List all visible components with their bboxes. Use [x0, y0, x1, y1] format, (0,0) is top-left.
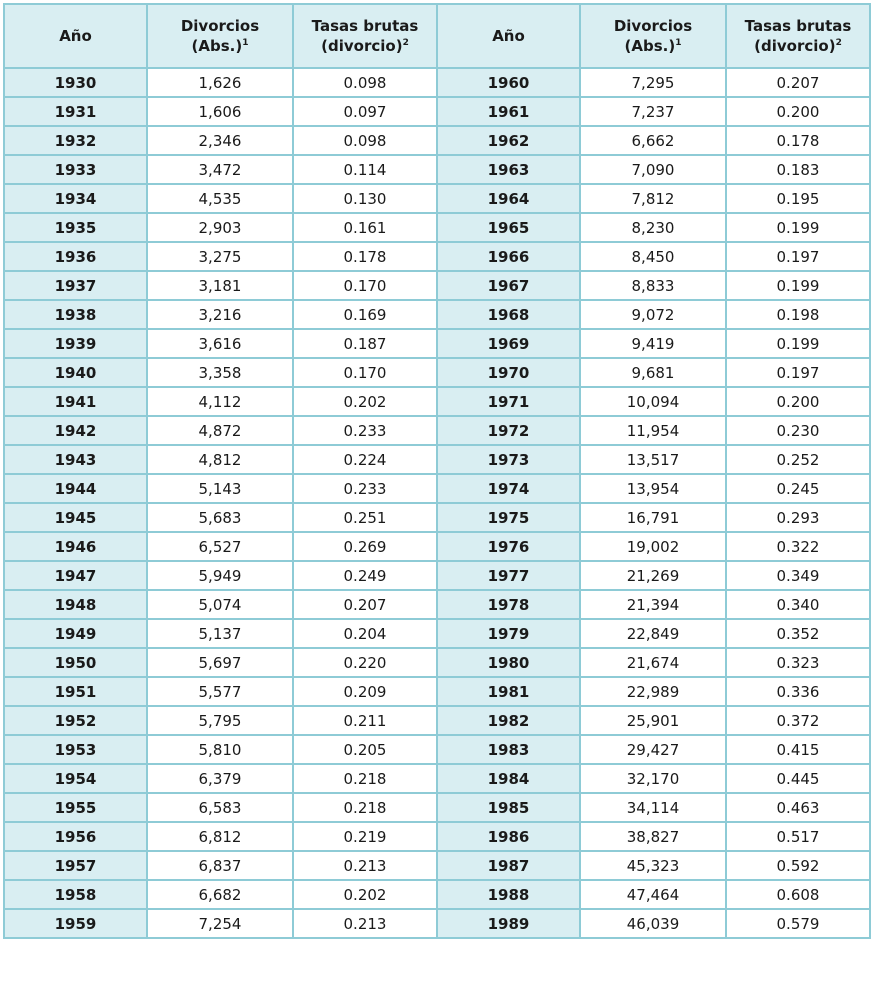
- table-row: [4, 648, 870, 677]
- cell-rate-right: 0.198: [726, 300, 870, 329]
- cell-rate-right: 0.322: [726, 532, 870, 561]
- cell-divorces-right: 9,681: [580, 358, 726, 387]
- cell-divorces-left: 3,181: [147, 271, 293, 300]
- cell-divorces-right: 7,295: [580, 68, 726, 97]
- cell-divorces-right: 7,812: [580, 184, 726, 213]
- cell-divorces-right: 22,849: [580, 619, 726, 648]
- cell-year-left: 1934: [4, 184, 147, 213]
- cell-divorces-left: 3,275: [147, 242, 293, 271]
- cell-divorces-left: 6,379: [147, 764, 293, 793]
- cell-rate-right: 0.592: [726, 851, 870, 880]
- cell-divorces-left: 6,682: [147, 880, 293, 909]
- cell-rate-right: 0.293: [726, 503, 870, 532]
- cell-rate-left: 0.251: [293, 503, 437, 532]
- cell-year-left: 1941: [4, 387, 147, 416]
- table-body: [4, 68, 870, 938]
- table-row: [4, 851, 870, 880]
- cell-year-left: 1930: [4, 68, 147, 97]
- cell-year-left: 1944: [4, 474, 147, 503]
- cell-divorces-left: 5,683: [147, 503, 293, 532]
- cell-year-right: 1974: [437, 474, 580, 503]
- cell-year-right: 1986: [437, 822, 580, 851]
- table-row: [4, 126, 870, 155]
- cell-year-right: 1975: [437, 503, 580, 532]
- cell-year-left: 1943: [4, 445, 147, 474]
- cell-year-right: 1972: [437, 416, 580, 445]
- cell-rate-right: 0.445: [726, 764, 870, 793]
- cell-rate-left: 0.178: [293, 242, 437, 271]
- table-row: [4, 503, 870, 532]
- table-row: [4, 677, 870, 706]
- cell-divorces-right: 9,419: [580, 329, 726, 358]
- cell-divorces-right: 13,517: [580, 445, 726, 474]
- cell-divorces-left: 5,143: [147, 474, 293, 503]
- cell-year-left: 1933: [4, 155, 147, 184]
- cell-rate-left: 0.130: [293, 184, 437, 213]
- cell-year-right: 1962: [437, 126, 580, 155]
- cell-divorces-left: 6,812: [147, 822, 293, 851]
- cell-divorces-left: 4,872: [147, 416, 293, 445]
- table-row: [4, 213, 870, 242]
- cell-rate-right: 0.199: [726, 213, 870, 242]
- table-row: [4, 880, 870, 909]
- cell-rate-right: 0.608: [726, 880, 870, 909]
- cell-rate-left: 0.202: [293, 880, 437, 909]
- cell-rate-left: 0.207: [293, 590, 437, 619]
- cell-rate-right: 0.340: [726, 590, 870, 619]
- cell-rate-right: 0.207: [726, 68, 870, 97]
- cell-rate-right: 0.245: [726, 474, 870, 503]
- cell-divorces-right: 46,039: [580, 909, 726, 938]
- cell-rate-left: 0.098: [293, 68, 437, 97]
- cell-divorces-left: 4,112: [147, 387, 293, 416]
- cell-rate-right: 0.183: [726, 155, 870, 184]
- cell-year-left: 1939: [4, 329, 147, 358]
- cell-year-right: 1960: [437, 68, 580, 97]
- cell-divorces-right: 21,674: [580, 648, 726, 677]
- cell-divorces-left: 3,472: [147, 155, 293, 184]
- cell-rate-left: 0.219: [293, 822, 437, 851]
- table-row: [4, 474, 870, 503]
- cell-rate-left: 0.233: [293, 416, 437, 445]
- cell-year-left: 1935: [4, 213, 147, 242]
- table-row: [4, 706, 870, 735]
- cell-divorces-left: 2,903: [147, 213, 293, 242]
- cell-divorces-left: 7,254: [147, 909, 293, 938]
- cell-year-right: 1981: [437, 677, 580, 706]
- cell-year-left: 1956: [4, 822, 147, 851]
- cell-rate-left: 0.249: [293, 561, 437, 590]
- table-row: [4, 358, 870, 387]
- cell-divorces-right: 29,427: [580, 735, 726, 764]
- table-row: [4, 416, 870, 445]
- cell-rate-right: 0.372: [726, 706, 870, 735]
- cell-year-left: 1948: [4, 590, 147, 619]
- cell-rate-left: 0.211: [293, 706, 437, 735]
- cell-rate-right: 0.349: [726, 561, 870, 590]
- cell-year-right: 1989: [437, 909, 580, 938]
- cell-rate-left: 0.204: [293, 619, 437, 648]
- cell-rate-right: 0.579: [726, 909, 870, 938]
- cell-year-left: 1945: [4, 503, 147, 532]
- divorce-table: [3, 3, 871, 939]
- cell-rate-left: 0.269: [293, 532, 437, 561]
- cell-rate-right: 0.199: [726, 271, 870, 300]
- cell-divorces-right: 47,464: [580, 880, 726, 909]
- header-divorces-right: Divorcios $(Abs.)^1$: [580, 4, 726, 68]
- cell-year-left: 1954: [4, 764, 147, 793]
- cell-year-left: 1949: [4, 619, 147, 648]
- cell-divorces-left: 2,346: [147, 126, 293, 155]
- cell-divorces-left: 6,527: [147, 532, 293, 561]
- cell-year-right: 1980: [437, 648, 580, 677]
- header-divorces-left: Divorcios $(Abs.)^1$: [147, 4, 293, 68]
- cell-rate-right: 0.517: [726, 822, 870, 851]
- cell-rate-right: 0.197: [726, 242, 870, 271]
- cell-rate-left: 0.170: [293, 358, 437, 387]
- cell-year-right: 1970: [437, 358, 580, 387]
- cell-divorces-left: 3,616: [147, 329, 293, 358]
- cell-divorces-right: 13,954: [580, 474, 726, 503]
- cell-divorces-right: 9,072: [580, 300, 726, 329]
- cell-year-left: 1942: [4, 416, 147, 445]
- table-row: [4, 271, 870, 300]
- cell-year-right: 1977: [437, 561, 580, 590]
- table-row: [4, 97, 870, 126]
- cell-rate-left: 0.205: [293, 735, 437, 764]
- cell-rate-left: 0.202: [293, 387, 437, 416]
- cell-divorces-right: 7,237: [580, 97, 726, 126]
- cell-divorces-left: 5,577: [147, 677, 293, 706]
- cell-rate-right: 0.415: [726, 735, 870, 764]
- cell-divorces-right: 34,114: [580, 793, 726, 822]
- cell-rate-right: 0.323: [726, 648, 870, 677]
- cell-rate-left: 0.233: [293, 474, 437, 503]
- cell-year-right: 1983: [437, 735, 580, 764]
- cell-rate-left: 0.097: [293, 97, 437, 126]
- cell-year-left: 1952: [4, 706, 147, 735]
- cell-rate-left: 0.169: [293, 300, 437, 329]
- cell-divorces-right: 8,833: [580, 271, 726, 300]
- cell-divorces-right: 10,094: [580, 387, 726, 416]
- cell-year-right: 1985: [437, 793, 580, 822]
- cell-rate-left: 0.218: [293, 764, 437, 793]
- table-row: [4, 590, 870, 619]
- cell-divorces-left: 4,812: [147, 445, 293, 474]
- cell-divorces-right: 21,394: [580, 590, 726, 619]
- cell-rate-left: 0.170: [293, 271, 437, 300]
- cell-year-left: 1955: [4, 793, 147, 822]
- cell-divorces-right: 25,901: [580, 706, 726, 735]
- table-row: [4, 561, 870, 590]
- cell-year-right: 1982: [437, 706, 580, 735]
- table-row: [4, 793, 870, 822]
- table-row: [4, 329, 870, 358]
- cell-rate-left: 0.209: [293, 677, 437, 706]
- cell-divorces-right: 16,791: [580, 503, 726, 532]
- table-row: [4, 242, 870, 271]
- cell-rate-left: 0.098: [293, 126, 437, 155]
- cell-year-right: 1984: [437, 764, 580, 793]
- cell-year-right: 1963: [437, 155, 580, 184]
- cell-year-right: 1966: [437, 242, 580, 271]
- cell-year-left: 1957: [4, 851, 147, 880]
- cell-divorces-left: 3,216: [147, 300, 293, 329]
- cell-divorces-left: 1,626: [147, 68, 293, 97]
- table-row: [4, 822, 870, 851]
- cell-year-left: 1938: [4, 300, 147, 329]
- cell-rate-right: 0.352: [726, 619, 870, 648]
- cell-rate-right: 0.230: [726, 416, 870, 445]
- table-container: [3, 3, 870, 1001]
- cell-year-right: 1967: [437, 271, 580, 300]
- cell-year-left: 1947: [4, 561, 147, 590]
- cell-divorces-right: 11,954: [580, 416, 726, 445]
- table-row: [4, 184, 870, 213]
- cell-year-right: 1964: [437, 184, 580, 213]
- cell-rate-right: 0.178: [726, 126, 870, 155]
- cell-divorces-right: 7,090: [580, 155, 726, 184]
- cell-rate-right: 0.200: [726, 387, 870, 416]
- cell-year-left: 1931: [4, 97, 147, 126]
- cell-rate-right: 0.252: [726, 445, 870, 474]
- cell-rate-left: 0.218: [293, 793, 437, 822]
- cell-rate-left: 0.161: [293, 213, 437, 242]
- header-year-left: Año: [4, 4, 147, 68]
- table-row: [4, 155, 870, 184]
- cell-rate-right: 0.200: [726, 97, 870, 126]
- cell-divorces-left: 5,810: [147, 735, 293, 764]
- cell-year-left: 1959: [4, 909, 147, 938]
- cell-rate-right: 0.195: [726, 184, 870, 213]
- table-row: [4, 764, 870, 793]
- cell-year-left: 1951: [4, 677, 147, 706]
- cell-year-right: 1968: [437, 300, 580, 329]
- cell-year-right: 1987: [437, 851, 580, 880]
- cell-divorces-left: 6,583: [147, 793, 293, 822]
- cell-year-right: 1971: [437, 387, 580, 416]
- table-row: [4, 532, 870, 561]
- table-row: [4, 300, 870, 329]
- cell-year-left: 1937: [4, 271, 147, 300]
- header-rates-right: Tasas brutas (divorcio)$^2$: [726, 4, 870, 68]
- cell-rate-right: 0.199: [726, 329, 870, 358]
- cell-divorces-right: 8,230: [580, 213, 726, 242]
- cell-year-right: 1969: [437, 329, 580, 358]
- cell-divorces-left: 1,606: [147, 97, 293, 126]
- cell-year-left: 1932: [4, 126, 147, 155]
- cell-year-right: 1988: [437, 880, 580, 909]
- table-header: [4, 4, 870, 68]
- cell-rate-left: 0.213: [293, 851, 437, 880]
- cell-year-right: 1965: [437, 213, 580, 242]
- cell-divorces-right: 8,450: [580, 242, 726, 271]
- cell-divorces-right: 6,662: [580, 126, 726, 155]
- cell-rate-left: 0.224: [293, 445, 437, 474]
- cell-year-left: 1946: [4, 532, 147, 561]
- cell-year-left: 1958: [4, 880, 147, 909]
- cell-year-right: 1978: [437, 590, 580, 619]
- cell-divorces-left: 3,358: [147, 358, 293, 387]
- cell-divorces-right: 45,323: [580, 851, 726, 880]
- table-row: [4, 619, 870, 648]
- cell-divorces-right: 21,269: [580, 561, 726, 590]
- cell-rate-left: 0.220: [293, 648, 437, 677]
- table-row: [4, 735, 870, 764]
- cell-year-left: 1950: [4, 648, 147, 677]
- cell-year-right: 1976: [437, 532, 580, 561]
- table-row: [4, 909, 870, 938]
- cell-divorces-right: 22,989: [580, 677, 726, 706]
- cell-divorces-left: 5,137: [147, 619, 293, 648]
- cell-rate-right: 0.197: [726, 358, 870, 387]
- cell-year-left: 1940: [4, 358, 147, 387]
- cell-rate-right: 0.463: [726, 793, 870, 822]
- cell-rate-left: 0.114: [293, 155, 437, 184]
- header-row: [4, 4, 870, 68]
- table-row: [4, 68, 870, 97]
- cell-divorces-right: 19,002: [580, 532, 726, 561]
- header-rates-left: Tasas brutas (divorcio)$^2$: [293, 4, 437, 68]
- cell-year-right: 1973: [437, 445, 580, 474]
- cell-rate-right: 0.336: [726, 677, 870, 706]
- table-row: [4, 387, 870, 416]
- header-year-right: Año: [437, 4, 580, 68]
- cell-year-right: 1961: [437, 97, 580, 126]
- cell-divorces-left: 4,535: [147, 184, 293, 213]
- table-row: [4, 445, 870, 474]
- cell-year-left: 1953: [4, 735, 147, 764]
- cell-divorces-left: 6,837: [147, 851, 293, 880]
- cell-year-left: 1936: [4, 242, 147, 271]
- cell-divorces-right: 38,827: [580, 822, 726, 851]
- cell-rate-left: 0.213: [293, 909, 437, 938]
- cell-divorces-left: 5,074: [147, 590, 293, 619]
- cell-divorces-right: 32,170: [580, 764, 726, 793]
- cell-divorces-left: 5,949: [147, 561, 293, 590]
- cell-rate-left: 0.187: [293, 329, 437, 358]
- cell-divorces-left: 5,697: [147, 648, 293, 677]
- cell-divorces-left: 5,795: [147, 706, 293, 735]
- cell-year-right: 1979: [437, 619, 580, 648]
